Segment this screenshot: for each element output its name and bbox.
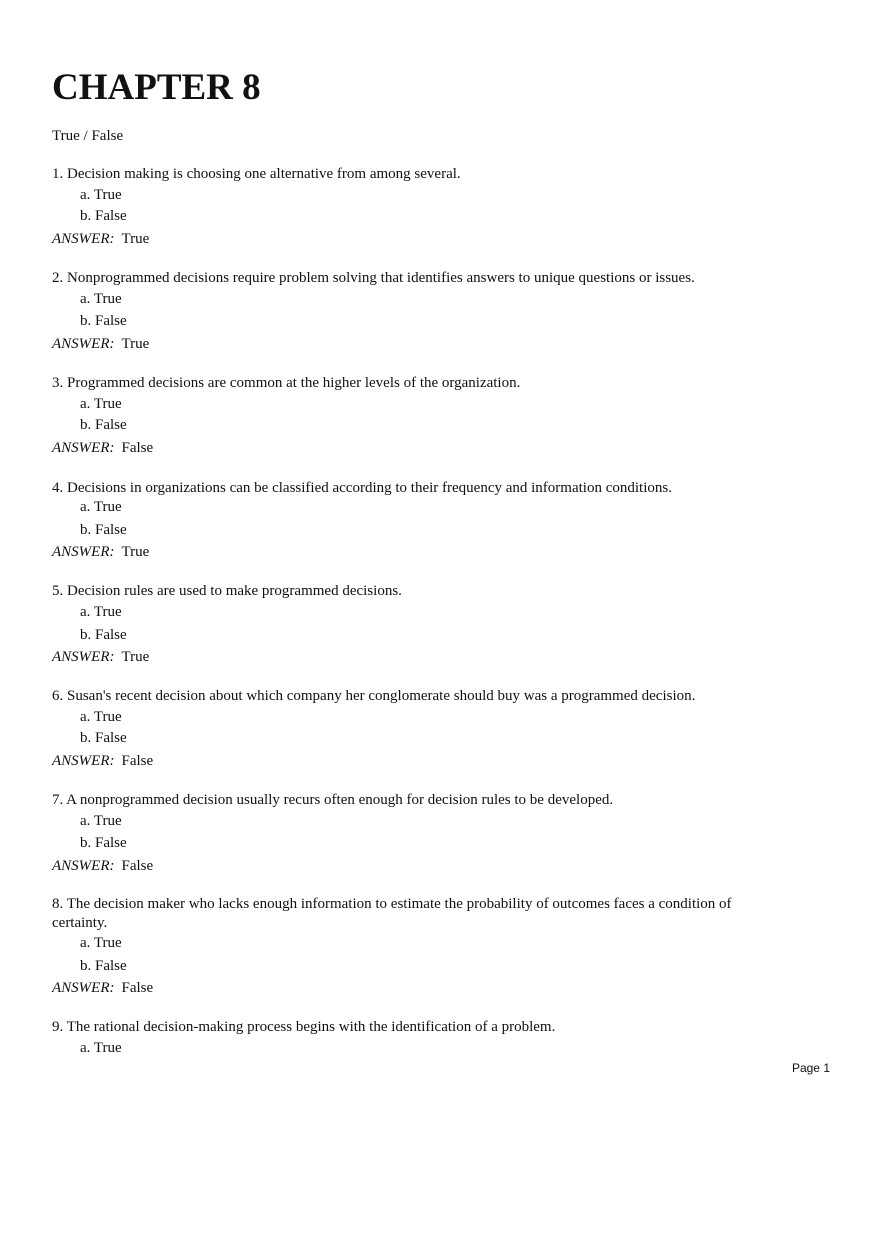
question-9-text: 9. The rational decision-making process begins with the identification of a problem. xyxy=(52,1019,556,1035)
answer-value: True xyxy=(121,544,150,560)
question-6-text: 6. Susan's recent decision about which company her conglomerate should buy was a programmed decision. xyxy=(52,688,696,704)
answer-label: ANSWER: xyxy=(52,336,115,352)
question-8-option-b: b. False xyxy=(80,958,127,974)
answer-label: ANSWER: xyxy=(52,649,115,665)
answer-label: ANSWER: xyxy=(52,980,115,996)
answer-label: ANSWER: xyxy=(52,753,115,769)
question-7-option-b: b. False xyxy=(80,835,127,851)
answer-value: False xyxy=(121,858,154,874)
answer-value: True xyxy=(121,231,150,247)
question-4-option-a: a. True xyxy=(80,499,122,515)
question-3-option-a: a. True xyxy=(80,396,122,412)
question-2-answer xyxy=(52,334,782,354)
answer-label: ANSWER: xyxy=(52,231,115,247)
question-7-text: 7. A nonprogrammed decision usually recurs often enough for decision rules to be developed. xyxy=(52,792,614,808)
question-3-answer xyxy=(52,438,782,458)
question-1-option-b: b. False xyxy=(80,208,127,224)
question-9-option-a: a. True xyxy=(80,1040,122,1056)
answer-value: False xyxy=(121,753,154,769)
question-4-answer xyxy=(52,542,782,562)
section-label: True / False xyxy=(52,128,124,144)
question-7-option-a: a. True xyxy=(80,813,122,829)
question-2-option-a: a. True xyxy=(80,291,122,307)
answer-value: True xyxy=(121,649,150,665)
question-8-answer xyxy=(52,978,782,998)
question-3-option-b: b. False xyxy=(80,417,127,433)
question-6-option-a: a. True xyxy=(80,709,122,725)
question-5-text: 5. Decision rules are used to make programmed decisions. xyxy=(52,583,402,599)
question-6-answer xyxy=(52,751,782,771)
question-1-answer xyxy=(52,229,782,249)
question-5-option-a: a. True xyxy=(80,604,122,620)
answer-label: ANSWER: xyxy=(52,858,115,874)
chapter-title: CHAPTER 8 xyxy=(52,67,261,108)
question-2-text: 2. Nonprogrammed decisions require problem solving that identifies answers to unique questions or issues. xyxy=(52,270,695,286)
answer-label: ANSWER: xyxy=(52,544,115,560)
question-7-answer xyxy=(52,856,782,876)
question-4-text: 4. Decisions in organizations can be classified according to their frequency and information conditions. xyxy=(52,480,672,496)
question-6-option-b: b. False xyxy=(80,730,127,746)
question-1-option-a: a. True xyxy=(80,187,122,203)
question-2-option-b: b. False xyxy=(80,313,127,329)
answer-value: False xyxy=(121,440,154,456)
answer-value: False xyxy=(121,980,154,996)
question-8-text: 8. The decision maker who lacks enough information to estimate the probability of outcomes faces a condition of certainty. xyxy=(52,896,732,931)
page-number: Page 1 xyxy=(791,1061,830,1075)
answer-label: ANSWER: xyxy=(52,440,115,456)
question-3-text: 3. Programmed decisions are common at the higher levels of the organization. xyxy=(52,375,521,391)
question-5-option-b: b. False xyxy=(80,627,127,643)
question-5-answer xyxy=(52,647,782,667)
answer-value: True xyxy=(121,336,150,352)
question-1-text: 1. Decision making is choosing one alternative from among several. xyxy=(52,166,461,182)
question-8-option-a: a. True xyxy=(80,935,122,951)
question-4-option-b: b. False xyxy=(80,522,127,538)
